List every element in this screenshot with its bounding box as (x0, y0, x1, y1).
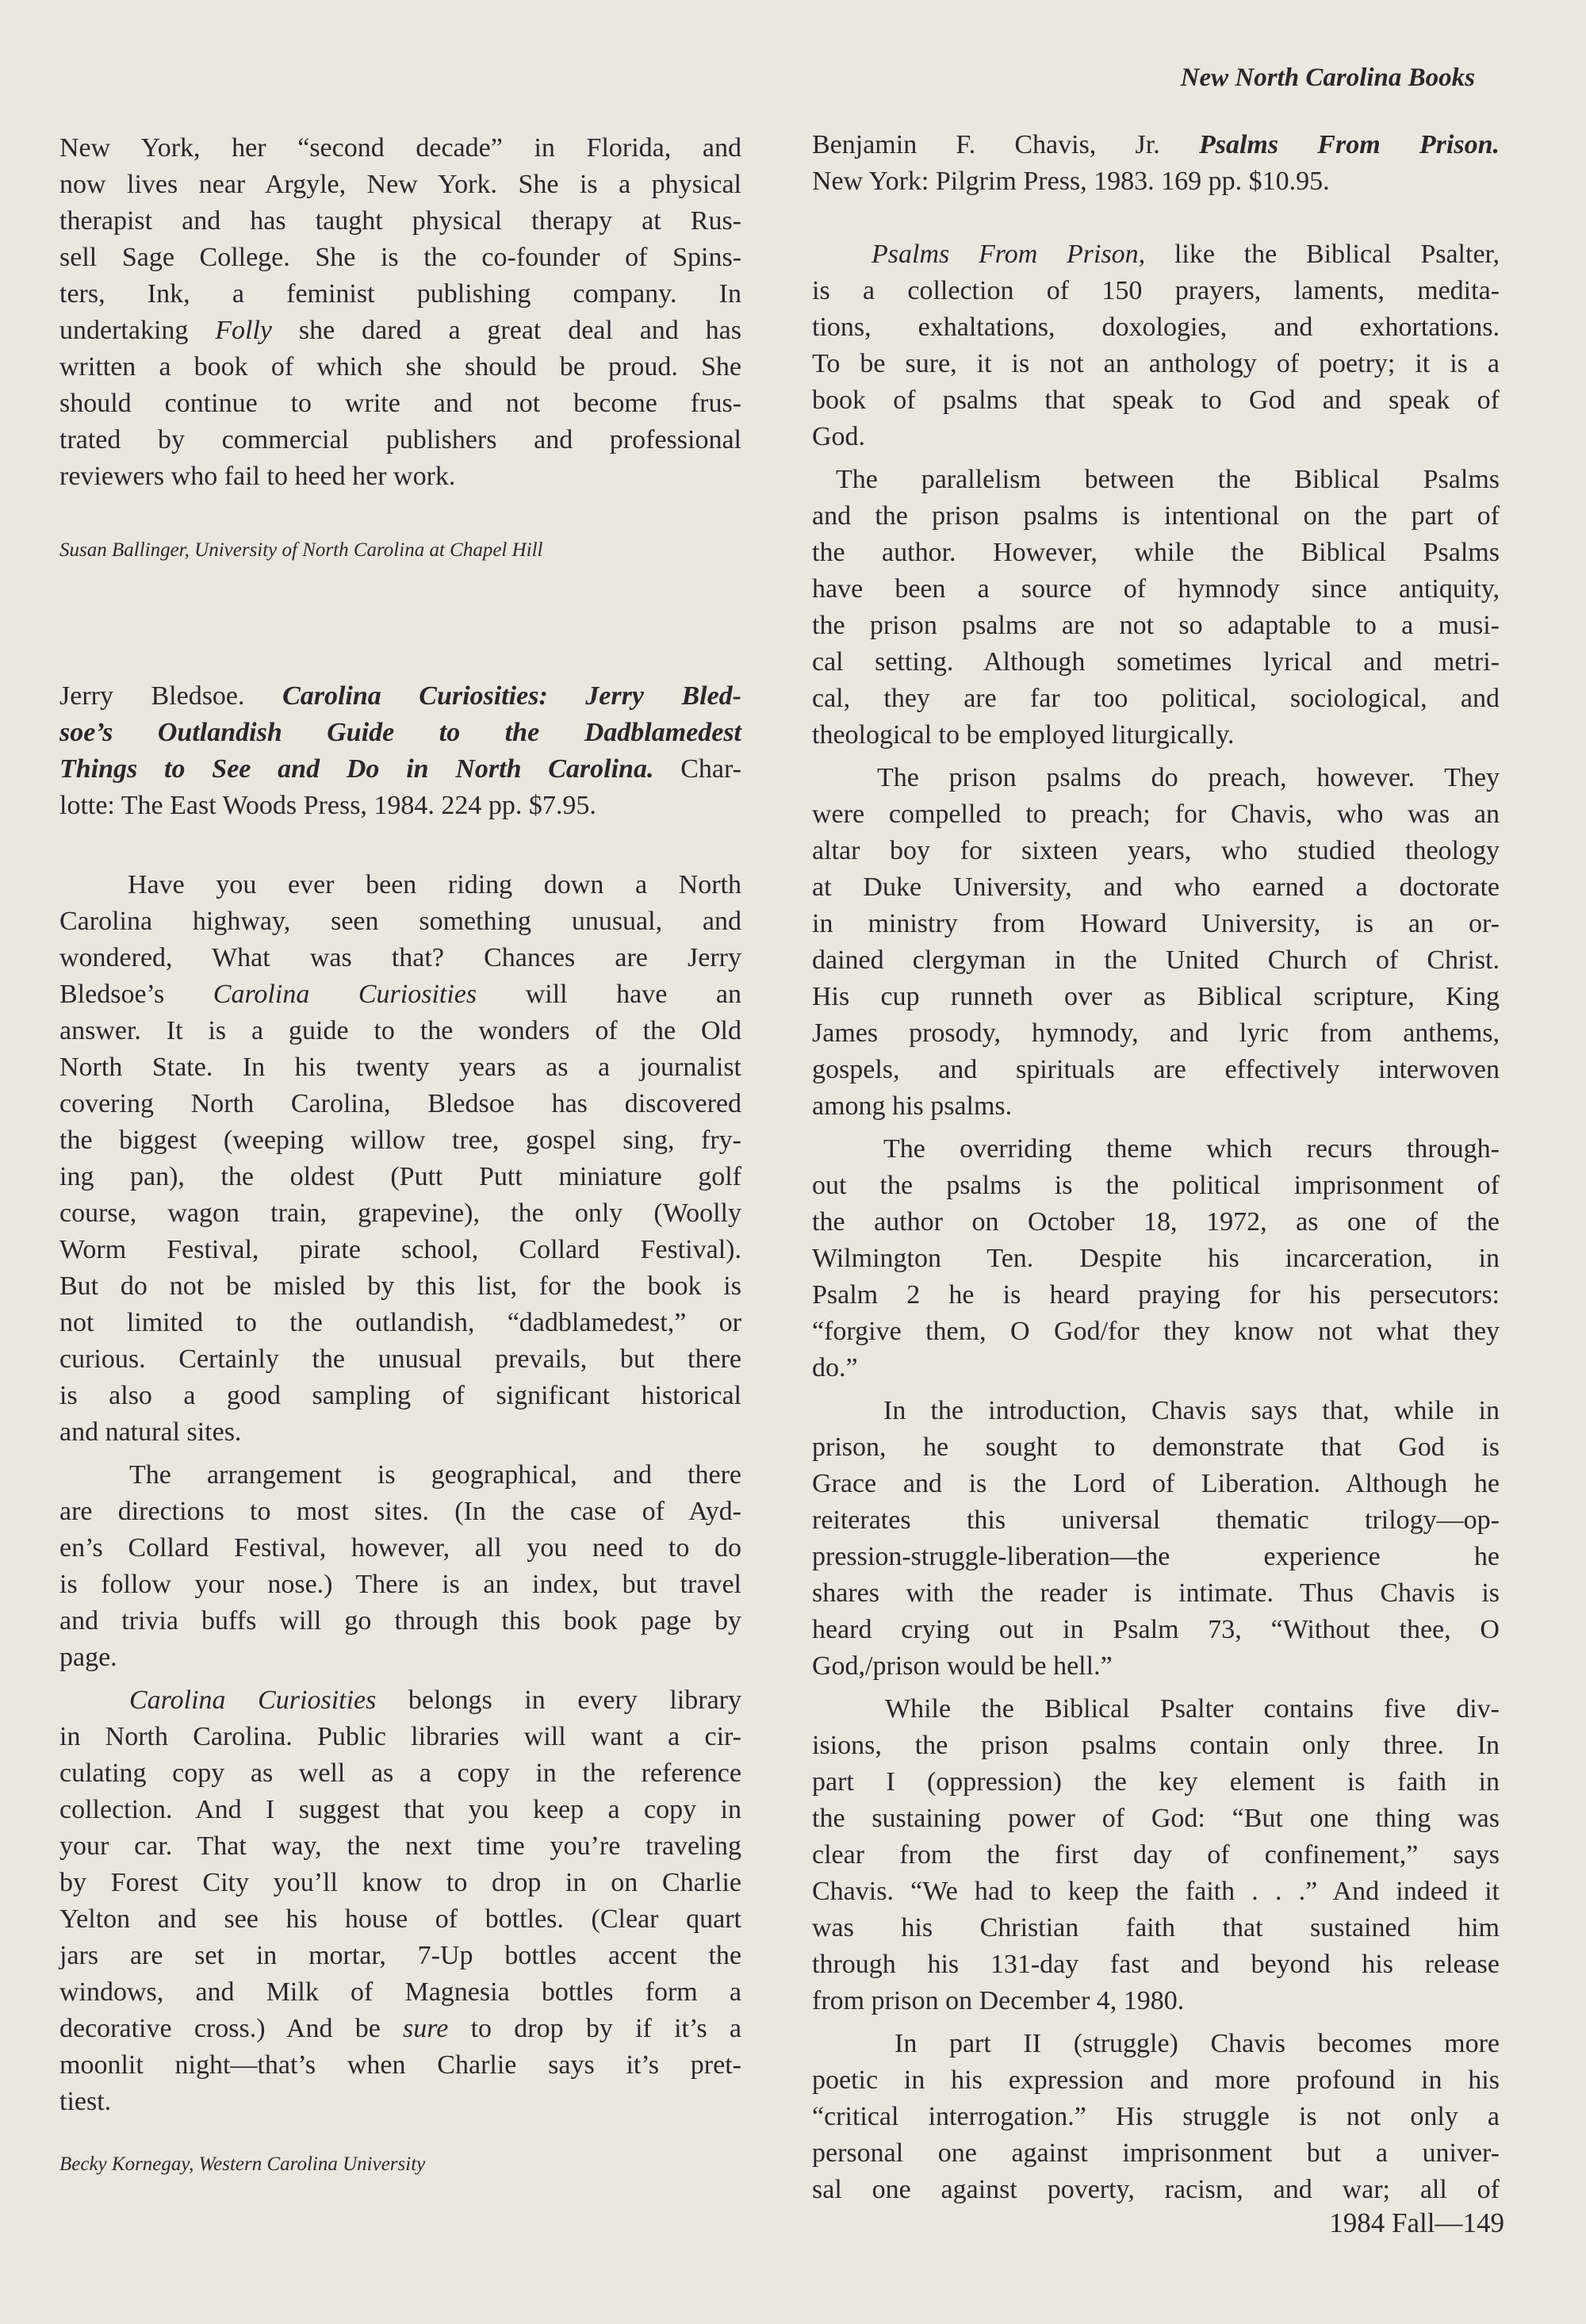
reviewer-signature: Becky Kornegay, Western Carolina University (59, 2153, 426, 2175)
text: While the Biblical Psalter contains five div- (885, 1694, 1500, 1724)
text: like the Biblical Psalter, (1145, 240, 1500, 269)
text-line (812, 535, 1500, 571)
text: therapist and has taught physical therapy at Rus- (59, 206, 741, 236)
text-line (812, 419, 1500, 455)
text: Benjamin F. Chavis, Jr. (812, 130, 1199, 159)
text-line (59, 130, 741, 167)
book-title: Psalms From Prison. (1198, 130, 1500, 159)
text-line (812, 236, 1500, 273)
text-line (812, 1946, 1500, 1983)
text: In part II (struggle) Chavis becomes more (895, 2029, 1500, 2058)
text-line (59, 422, 741, 458)
text-line (812, 1466, 1500, 1502)
text-line (812, 979, 1500, 1015)
text: written a book of which she should be proud. She (59, 352, 741, 382)
text-line (59, 867, 741, 903)
text: culating copy as well as a copy in the reference (59, 1758, 741, 1788)
text: answer. It is a guide to the wonders of the Old (59, 1016, 741, 1045)
reviewer-signature: Susan Ballinger, University of North Carolina at Chapel Hill (59, 539, 543, 561)
text: the author on October 18, 1972, as one of the (812, 1207, 1500, 1237)
text: out the psalms is the political imprisonment of (812, 1171, 1500, 1200)
text-line (812, 1502, 1500, 1539)
text: your car. That way, the next time you’re traveling (59, 1831, 741, 1861)
text: theological to be employed liturgically. (812, 720, 1235, 750)
text: shares with the reader is intimate. Thus Chavis is (812, 1578, 1500, 1608)
text: covering North Carolina, Bledsoe has discovered (59, 1089, 741, 1118)
text: is also a good sampling of significant historical (59, 1381, 741, 1410)
text-line (59, 1268, 741, 1305)
text-line (812, 644, 1500, 681)
text-line (812, 1983, 1500, 2019)
text: Bledsoe’s (59, 980, 213, 1009)
book-title: soe’s Outlandish Guide to the Dadblamedest (59, 718, 741, 747)
text: jars are set in mortar, 7-Up bottles accent the (59, 1941, 741, 1970)
book-citation (59, 678, 741, 824)
text-line (59, 240, 741, 276)
text: The overriding theme which recurs through- (883, 1134, 1500, 1164)
paragraph (812, 2026, 1500, 2208)
text: Chavis. “We had to keep the faith . . .” And indeed it (812, 1877, 1500, 1906)
text-line (812, 608, 1500, 644)
text: prison, he sought to demonstrate that God is (812, 1432, 1500, 1462)
text: is follow your nose.) There is an index, but travel (59, 1570, 741, 1599)
text-line (812, 906, 1500, 942)
text-line (812, 1131, 1500, 1168)
text: heard crying out in Psalm 73, “Without thee, O (812, 1615, 1500, 1644)
text-line (59, 1195, 741, 1232)
text-line (812, 1204, 1500, 1241)
text: belongs in every library (376, 1685, 741, 1715)
text: do.” (812, 1353, 858, 1383)
text-line (812, 1764, 1500, 1801)
text-line (59, 1828, 741, 1865)
text-line (812, 309, 1500, 346)
text-line (812, 571, 1500, 608)
text: the sustaining power of God: “But one thing was (812, 1804, 1500, 1833)
text: cal setting. Although sometimes lyrical and metri- (812, 647, 1500, 677)
text-line (812, 1241, 1500, 1277)
text-line (812, 1277, 1500, 1313)
text: pression-struggle-liberation—the experience he (812, 1542, 1500, 1571)
text-line (812, 2026, 1500, 2062)
text: God. (812, 422, 866, 451)
text: personal one against imprisonment but a univer- (812, 2138, 1500, 2168)
text-line (812, 1052, 1500, 1088)
book-citation (812, 127, 1500, 200)
text-line (59, 349, 741, 385)
text: The arrangement is geographical, and there (129, 1460, 741, 1490)
book-title: Things to See and Do in North Carolina. (59, 754, 654, 784)
text-line (812, 2062, 1500, 2099)
text: altar boy for sixteen years, who studied theology (812, 836, 1500, 865)
text: ters, Ink, a feminist publishing company. In (59, 279, 741, 309)
text-line (812, 1313, 1500, 1350)
text-line (812, 1910, 1500, 1946)
text: curious. Certainly the unusual prevails, but there (59, 1344, 741, 1374)
text-line (59, 715, 741, 751)
text-line (59, 903, 741, 940)
italic-title: Carolina Curiosities (129, 1685, 377, 1715)
text-line (812, 2099, 1500, 2135)
text-line (59, 276, 741, 313)
text-line (812, 1837, 1500, 1873)
text: trated by commercial publishers and professional (59, 425, 741, 454)
text-line (812, 796, 1500, 833)
text-line (812, 2135, 1500, 2172)
text-line (59, 1122, 741, 1159)
text-line (812, 1728, 1500, 1764)
text: North State. In his twenty years as a journalist (59, 1053, 741, 1082)
text: through his 131-day fast and beyond his release (812, 1950, 1500, 1979)
text: isions, the prison psalms contain only three. In (812, 1731, 1500, 1760)
text-line (812, 942, 1500, 979)
text-line (812, 717, 1500, 754)
text-line (812, 1429, 1500, 1466)
text-line (812, 462, 1500, 498)
text: Carolina highway, seen something unusual, and (59, 907, 741, 936)
text: and the prison psalms is intentional on the part of (812, 501, 1500, 531)
text: now lives near Argyle, New York. She is a physical (59, 170, 741, 199)
text-line (59, 751, 741, 788)
text: page. (59, 1643, 117, 1672)
text-line (812, 346, 1500, 382)
text-line (812, 1691, 1500, 1728)
text: The parallelism between the Biblical Psalms (836, 465, 1500, 494)
text-line (59, 1013, 741, 1049)
text: windows, and Milk of Magnesia bottles form a (59, 1977, 741, 2007)
text-line (59, 313, 741, 349)
text-line (59, 1530, 741, 1567)
text: among his psalms. (812, 1091, 1013, 1121)
text-line (812, 273, 1500, 309)
text-line (59, 203, 741, 240)
text-line (59, 1603, 741, 1639)
text-line (812, 1168, 1500, 1204)
text-line (59, 1938, 741, 1974)
text-line (812, 1873, 1500, 1910)
text: poetic in his expression and more profound in his (812, 2065, 1500, 2095)
text-line (59, 1086, 741, 1122)
text: book of psalms that speak to God and speak of (812, 385, 1500, 415)
paragraph (59, 130, 741, 495)
text: His cup runneth over as Biblical scripture, King (812, 982, 1500, 1011)
text-line (59, 1159, 741, 1195)
book-title: Carolina Curiosities: Jerry Bled- (282, 681, 742, 711)
running-head: New North Carolina Books (1180, 63, 1475, 92)
text: was his Christian faith that sustained him (812, 1913, 1500, 1942)
text: in ministry from Howard University, is an or- (812, 909, 1500, 938)
text-line (59, 678, 741, 715)
text-line (59, 1232, 741, 1268)
paragraph (812, 1691, 1500, 2019)
text-line (812, 163, 1500, 200)
text: Yelton and see his house of bottles. (Clear quart (59, 1904, 741, 1934)
text-line (812, 760, 1500, 796)
text: moonlit night—that’s when Charlie says it’s pret- (59, 2050, 741, 2080)
text: In the introduction, Chavis says that, while in (883, 1396, 1500, 1425)
paragraph (812, 760, 1500, 1125)
italic-title: sure (403, 2014, 449, 2043)
text: Have you ever been riding down a North (128, 870, 741, 899)
text: Grace and is the Lord of Liberation. Although he (812, 1469, 1500, 1498)
paragraph (812, 1393, 1500, 1685)
text-line (812, 382, 1500, 419)
page-folio: 1984 Fall—149 (1329, 2207, 1504, 2238)
text: Jerry Bledsoe. (59, 681, 283, 711)
text: wondered, What was that? Chances are Jerry (59, 943, 741, 972)
text: from prison on December 4, 1980. (812, 1986, 1185, 2015)
text-line (812, 1350, 1500, 1386)
text: New York, her “second decade” in Florida, and (59, 133, 741, 163)
paragraph (59, 678, 741, 824)
paragraph (59, 867, 741, 1451)
paragraph (59, 1682, 741, 2120)
text: The prison psalms do preach, however. They (877, 763, 1500, 792)
text: the author. However, while the Biblical Psalms (812, 538, 1500, 567)
text: God,/prison would be hell.” (812, 1651, 1113, 1681)
text: have been a source of hymnody since antiquity, (812, 574, 1500, 604)
text: “critical interrogation.” His struggle is not only a (812, 2102, 1500, 2131)
text-line (59, 1414, 741, 1451)
text-line (59, 1974, 741, 2011)
text: she dared a great deal and has (272, 316, 741, 345)
text: gospels, and spirituals are effectively interwoven (812, 1055, 1500, 1084)
italic-title: Carolina Curiosities (213, 980, 477, 1009)
text-line (59, 976, 741, 1013)
text-line (59, 1682, 741, 1719)
text: should continue to write and not become frus- (59, 389, 741, 418)
text-line (59, 385, 741, 422)
text: ing pan), the oldest (Putt Putt miniature golf (59, 1162, 741, 1191)
text-line (59, 1567, 741, 1603)
text-line (812, 681, 1500, 717)
text-line (812, 1612, 1500, 1648)
text-line (59, 2084, 741, 2120)
text: will have an (477, 980, 741, 1009)
text-line (59, 1049, 741, 1086)
text: not limited to the outlandish, “dadblamedest,” or (59, 1308, 741, 1337)
text-line (59, 2047, 741, 2084)
text-line (812, 1801, 1500, 1837)
text-line (59, 1901, 741, 1938)
text-line (59, 1639, 741, 1676)
review-body (59, 867, 741, 2120)
text: “forgive them, O God/for they know not what they (812, 1317, 1500, 1346)
text: part I (oppression) the key element is faith in (812, 1767, 1500, 1797)
text: undertaking (59, 316, 216, 345)
paragraph (812, 462, 1500, 754)
text-line (59, 167, 741, 203)
text-line (59, 1305, 741, 1341)
paragraph (812, 236, 1500, 455)
text-line (59, 1341, 741, 1378)
text-line (59, 1494, 741, 1530)
text-line (812, 833, 1500, 869)
text-line (812, 1648, 1500, 1685)
text: Char- (653, 754, 741, 784)
text-line (812, 1088, 1500, 1125)
text: decorative cross.) And be (59, 2014, 404, 2043)
italic-title: Folly (215, 316, 273, 345)
text: in North Carolina. Public libraries will want a cir- (59, 1722, 741, 1751)
review-body (812, 236, 1500, 2208)
text: cal, they are far too political, sociological, and (812, 684, 1500, 713)
paragraph (59, 1457, 741, 1676)
text: Worm Festival, pirate school, Collard Festival). (59, 1235, 741, 1264)
text: Psalm 2 he is heard praying for his persecutors: (812, 1280, 1500, 1310)
text-line (812, 127, 1500, 163)
text-line (59, 1378, 741, 1414)
text: dained clergyman in the United Church of Christ. (812, 945, 1500, 975)
text-line (59, 1719, 741, 1755)
text-line (59, 788, 741, 824)
text: were compelled to preach; for Chavis, who was an (812, 800, 1500, 829)
text: New York: Pilgrim Press, 1983. 169 pp. $10.95. (812, 167, 1330, 196)
text: are directions to most sites. (In the case of Ayd- (59, 1497, 741, 1526)
text: the prison psalms are not so adaptable to a musi- (812, 611, 1500, 640)
text-line (59, 2011, 741, 2047)
text: and trivia buffs will go through this book page by (59, 1606, 741, 1636)
italic-title: Psalms From Prison, (872, 240, 1146, 269)
text-line (812, 1015, 1500, 1052)
text: sal one against poverty, racism, and war; all of (812, 2175, 1500, 2204)
text: and natural sites. (59, 1417, 242, 1447)
text-line (59, 458, 741, 495)
text: the biggest (weeping willow tree, gospel sing, fry- (59, 1126, 741, 1155)
text-line (59, 1865, 741, 1901)
paragraph (812, 127, 1500, 200)
text-line (812, 498, 1500, 535)
text: Wilmington Ten. Despite his incarceration, in (812, 1244, 1500, 1273)
text: sell Sage College. She is the co-founder of Spins- (59, 243, 741, 272)
text: is a collection of 150 prayers, laments, medita- (812, 276, 1500, 305)
text-line (59, 1457, 741, 1494)
text: lotte: The East Woods Press, 1984. 224 pp. $7.95. (59, 791, 596, 820)
text: reviewers who fail to heed her work. (59, 462, 456, 491)
text: tions, exhaltations, doxologies, and exhortations. (812, 313, 1500, 342)
previous-review-ending (59, 130, 741, 495)
text-line (812, 1393, 1500, 1429)
text: at Duke University, and who earned a doctorate (812, 872, 1500, 902)
text: by Forest City you’ll know to drop in on Charlie (59, 1868, 741, 1897)
text: tiest. (59, 2087, 112, 2116)
text: to drop by if it’s a (448, 2014, 741, 2043)
text-line (59, 1755, 741, 1792)
text-line (812, 1575, 1500, 1612)
text: course, wagon train, grapevine), the only (Woolly (59, 1198, 741, 1228)
text-line (812, 2172, 1500, 2208)
text-line (812, 1539, 1500, 1575)
text-line (812, 869, 1500, 906)
text: James prosody, hymnody, and lyric from anthems, (812, 1018, 1500, 1048)
paragraph (812, 1131, 1500, 1386)
text-line (59, 940, 741, 976)
text-line (59, 1792, 741, 1828)
text: collection. And I suggest that you keep a copy in (59, 1795, 741, 1824)
text: reiterates this universal thematic trilogy—op- (812, 1505, 1500, 1535)
text: But do not be misled by this list, for the book is (59, 1271, 741, 1301)
text: en’s Collard Festival, however, all you need to do (59, 1533, 741, 1563)
text: To be sure, it is not an anthology of poetry; it is a (812, 349, 1500, 378)
text: clear from the first day of confinement,” says (812, 1840, 1500, 1870)
